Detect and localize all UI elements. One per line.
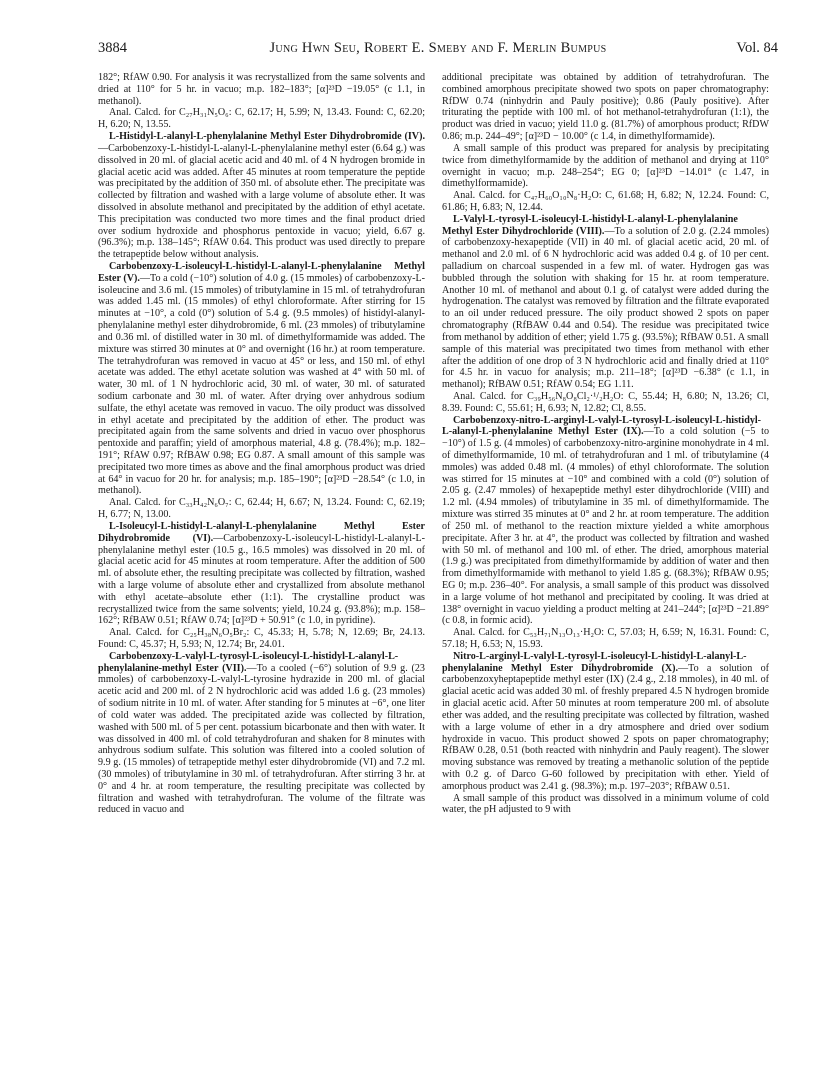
running-header bbox=[98, 40, 778, 62]
paragraph bbox=[442, 143, 769, 190]
compound-heading: Carbobenzoxy-nitro-L-arginyl-L-valyl-L-tyrosyl-L-isoleucyl-L-histidyl-L-alanyl-L-phenylalanine Methyl Ester (IX). bbox=[442, 414, 762, 438]
paragraph-text: A small sample of this product was prepared for analysis by precipitating twice from dimethylformamide by the addition of methanol and drying at 110° overnight in vacuo; m.p. 248–254°; EG 0; [α]²³D −14.01° (c 1.47, in dimethylformamide). bbox=[442, 142, 769, 190]
paragraph-text: A small sample of this product was dissolved in a minimum volume of cold water, the pH adjusted to 9 with bbox=[442, 792, 769, 816]
paragraph bbox=[98, 72, 425, 107]
paragraph-text: Anal. Calcd. for C₂₅H₃₈N₆O₅Br₂: C, 45.33; H, 5.78; N, 12.69; Br, 24.13. Found: C, 45.37; H, 5.93; N, 12.74; Br, 24.01. bbox=[98, 627, 425, 650]
paragraph bbox=[442, 214, 769, 391]
compound-heading: Carbobenzoxy-L-valyl-L-tyrosyl-L-isoleucyl-L-histidyl-L-alanyl-L-phenylalanine-methyl Ester (VII). bbox=[98, 650, 399, 674]
compound-heading: L-Isoleucyl-L-histidyl-L-alanyl-L-phenylalanine Methyl Ester Dihydrobromide (VI). bbox=[98, 520, 425, 544]
paragraph-text: —To a cold solution (−5 to −10°) of 1.5 g. (4 mmoles) of carbobenzoxy-nitro-arginine monohydrate in 4 ml. of dimethylformamide, 10 ml. of tetrahydrofuran and 1 ml. of tributylamine (4 mmoles) was added 0.48 ml. (4 mmoles) of ethyl chloroformate. The solution was stirred for 15 minutes at −10° and combined with a cold (0°) solution of 2.05 g. (2.47 mmoles) of hexapeptide methyl ester dihydrochloride (VIII) and 1.2 ml. (4.94 mmoles) of tributylamine in 35 ml. of dimethylformamide. The mixture was stirred 35 minutes at 0° and 2 hr. at room temperature. The addition of 250 ml. of methanol to the reaction mixture yielded a white amorphous precipitate. After 3 hr. at 4°, the product was collected by filtration and washed with 50 ml. of methanol and 100 ml. of ether. The dried, amorphous material (1.9 g.) was precipitated from dimethylformamide by addition of water and then from dimethylformamide with methanol to yield 1.85 g. (68.3%); RfBAW 0.95; EG 0; m.p. 236–40°. For analysis, a small sample of this product was dissolved in a large volume of hot methanol and precipitated by cooling. It was dried at 138° overnight in vacuo yielding a product melting at 241–244°; [α]²³D −21.89° (c 0.8, in formic acid). bbox=[442, 426, 769, 627]
left-column bbox=[98, 72, 425, 816]
compound-heading: L-Histidyl-L-alanyl-L-phenylalanine Methyl Ester Dihydrobromide (IV). bbox=[109, 131, 425, 143]
paragraph-text: Anal. Calcd. for C₅₃H₇₁N₁₃O₁₃·H₂O: C, 57.03; H, 6.59; N, 16.31. Found: C, 57.18; H, 6.53; N, 15.93. bbox=[442, 627, 769, 650]
paragraph bbox=[98, 107, 425, 131]
paragraph-text: —To a cold (−10°) solution of 4.0 g. (15 mmoles) of carbobenzoxy-L-isoleucine and 3.6 ml. (15 mmoles) of tributylamine in 15 ml. of tetrahydrofuran was added 1.45 ml. (15 mmoles) of ethyl chloroformate. After stirring for 15 minutes at −10°, a cold (0°) solution of 5.4 g. (9.5 mmoles) of histidyl-alanyl-phenylalanine methyl ester dihydrobromide, 6 ml. (23 mmoles) of tributylamine and 0.36 ml. of distilled water in 30 ml. of dimethylformamide was added. The mixture was stirred 30 minutes at 0° and overnight (16 hr.) at room temperature. The tetrahydrofuran was removed in vacuo at 45° or less, and 150 ml. of ethyl acetate was added. The ethyl acetate solution was washed at 4° with 50 ml. of water, 30 ml. of 1 N hydrochloric acid, 30 ml. of water, 30 ml. of saturated sodium carbonate and 30 ml. of water. After drying over anhydrous sodium sulfate, the ethyl acetate was removed in vacuo. The oily product was dissolved in ethyl acetate and precipitated by the addition of ether. The product was precipitated again from the same solvents and dried in vacuo over phosphorus pentoxide and paraffin; yield of amorphous material, 4.8 g. (78.4%); m.p. 182–191°; RfAW 0.97; RfBAW 0.98; EG 0.87. A small amount of this sample was precipitated two more times as above and the final amorphous product was dried at 64° in vacuo for 20 hr. for analysis; m.p. 185–190°; [α]²³D −28.54° (c 1.0, in methanol). bbox=[98, 272, 425, 497]
volume-label: Vol. 84 bbox=[736, 40, 778, 56]
paragraph bbox=[442, 190, 769, 214]
paragraph-text: 182°; RfAW 0.90. For analysis it was recrystallized from the same solvents and dried at 110° for 5 hr. in vacuo; m.p. 182–183°; [α]²³D −19.05° (c 1.1, in methanol). bbox=[98, 72, 425, 107]
paragraph-text: —To a cooled (−6°) solution of 9.9 g. (23 mmoles) of carbobenzoxy-L-valyl-L-tyrosine hydrazide in 200 ml. of glacial acetic acid and 200 ml. of 2 N hydrochloric acid was added 1.6 g. (23 mmoles) of sodium nitrite in 10 ml. of water. After standing for 5 minutes at −6°, one liter of cold water was added. The precipitated azide was collected by filtration, washed with 500 ml. of 5 per cent. potassium bicarbonate and then with water. It was dissolved in 400 ml. of cold tetrahydrofuran and shaken for 8 minutes with anhydrous sodium sulfate. This solution was filtered into a cooled solution of 9.9 g. (15 mmoles) of tetrapeptide methyl ester dihydrobromide (VI) and 7.2 ml. (30 mmoles) of tributylamine in 30 ml. of tetrahydrofuran. After stirring 3 hr. at 0° and 4 hr. at room temperature, the resulting precipitate was collected by filtration and washed with tetrahydrofuran. The volume of the filtrate was reduced in vacuo and bbox=[98, 662, 425, 816]
paragraph-text: Anal. Calcd. for C₃₉H₅₆N₈O₈Cl₂·¹/₂H₂O: C, 55.44; H, 6.80; N, 13.26; Cl, 8.39. Found: C, 55.61; H, 6.93; N, 12.82; Cl, 8.55. bbox=[442, 390, 769, 414]
paragraph-text: —Carbobenzoxy-L-histidyl-L-alanyl-L-phenylalanine methyl ester (6.64 g.) was dissolved in 20 ml. of glacial acetic acid and 40 ml. of 4 N hydrogen bromide in glacial acetic acid was added. After 45 minutes at room temperature the peptide was precipitated by the addition of 350 ml. of absolute ether. The precipitate was collected by filtration and washed with a large volume of absolute ether. It was dissolved in absolute methanol and precipitated by the addition of ethyl acetate. This precipitation was conducted two more times and the final product dried over sodium hydroxide and phosphorus pentoxide in vacuo; yield, 6.67 g. (96.3%); m.p. 138–145°; RfAW 0.64. This product was used directly to prepare the tetrapeptide below without analysis. bbox=[98, 142, 425, 261]
right-column bbox=[442, 72, 769, 816]
paragraph bbox=[98, 521, 425, 627]
paragraph-text: —To a solution of carbobenzoxyheptapeptide methyl ester (IX) (2.4 g., 2.18 mmoles), in 40 ml. of glacial acetic acid was added 30 ml. of freshly prepared 4.5 N hydrogen bromide in glacial acetic acid. After 50 minutes at room temperature 200 ml. of absolute ether was added, and the resulting precipitate was collected by filtration, washed with a large volume of ether in a dry atmosphere and dried over sodium hydroxide in vacuo. This product showed 2 spots on paper chromatography; RfBAW 0.28, 0.51 (both reacted with ninhydrin and Pauly reagent). The slower moving substance was removed by treating a methanolic solution of the peptide with 0.2 g. of Darco G-60 followed by precipitation with ether. Yield of amorphous product was 2.41 g. (98.3%); m.p. 197–203°; RfBAW 0.51. bbox=[442, 662, 769, 792]
paragraph bbox=[98, 651, 425, 816]
compound-heading: Carbobenzoxy-L-isoleucyl-L-histidyl-L-alanyl-L-phenylalanine Methyl Ester (V). bbox=[98, 261, 425, 284]
paragraph bbox=[442, 72, 769, 143]
paragraph-text: —Carbobenzoxy-L-isoleucyl-L-histidyl-L-alanyl-L-phenylalanine methyl ester (10.5 g., 16.5 mmoles) was dissolved in 20 ml. of glacial acetic acid for 45 minutes at room temperature. After the addition of 500 ml. of absolute ether, the resulting precipitate was collected by filtration, washed with a large volume of absolute ether and crystallized from absolute methanol with ethyl acetate–absolute ether (1:1). The crystalline product was recrystallized twice from the same solvents; yield, 10.24 g. (93.8%); m.p. 158–162°; RfBAW 0.51; RfAW 0.74; [α]²³D + 50.91° (c 1.0, in pyridine). bbox=[98, 532, 425, 627]
paragraph-text: Anal. Calcd. for C₃₃H₄₂N₆O₇: C, 62.44; H, 6.67; N, 13.24. Found: C, 62.19; H, 6.77; N, 13.00. bbox=[98, 497, 425, 521]
running-head-authors: Jung Hwn Seu, Robert E. Smeby and F. Merlin Bumpus bbox=[269, 40, 607, 56]
page-number: 3884 bbox=[98, 40, 127, 56]
paragraph bbox=[442, 627, 769, 651]
compound-heading: Nitro-L-arginyl-L-valyl-L-tyrosyl-L-isoleucyl-L-histidyl-L-alanyl-L-phenylalanine Methyl Ester Dihydrobromide (X). bbox=[442, 650, 747, 674]
compound-heading: L-Valyl-L-tyrosyl-L-isoleucyl-L-histidyl-L-alanyl-L-phenylalanine Methyl Ester Dihydrochloride (VIII). bbox=[442, 213, 738, 237]
paragraph bbox=[442, 391, 769, 415]
paragraph bbox=[442, 651, 769, 793]
paragraph bbox=[442, 793, 769, 817]
paragraph bbox=[98, 497, 425, 521]
paragraph bbox=[98, 261, 425, 497]
paragraph bbox=[98, 627, 425, 651]
paragraph bbox=[442, 415, 769, 628]
paragraph-text: Anal. Calcd. for C₄₇H₆₀O₁₀N₈·H₂O: C, 61.68; H, 6.82; N, 12.24. Found: C, 61.86; H, 6.83; N, 12.44. bbox=[442, 190, 769, 213]
paragraph bbox=[98, 131, 425, 261]
paragraph-text: —To a solution of 2.0 g. (2.24 mmoles) of carbobenzoxy-hexapeptide (VII) in 40 ml. of glacial acetic acid, 20 ml. of methanol and 2.0 ml. of 6 N hydrochloric acid was added 0.4 g. of 10 per cent. palladium on charcoal suspended in a few ml. of water. Hydrogen gas was bubbled through the solution with shaking for 15 hr. at room temperature. Another 10 ml. of methanol and about 0.1 g. of catalyst were added during the hydrogenation. The catalyst was removed by filtration and the filtrate evaporated to an oil under reduced pressure. The oily product showed 2 spots on paper chromatography (RfBAW 0.44 and 0.54). The residue was precipitated twice from methanol by addition of ether; yield 1.75 g. (93.5%); RfBAW 0.51. A small sample of this material was precipitated two times from methanol with ether after the addition of one drop of 3 N hydrochloric acid and finally dried at 110° for 4.5 hr. in vacuo for analysis; m.p. 211–18°; [α]²³D −6.38° (c 1.1, in methanol); RfBAW 0.51; RfAW 0.54; EG 1.11. bbox=[442, 225, 770, 391]
paragraph-text: additional precipitate was obtained by addition of tetrahydrofuran. The combined amorphous precipitate showed two spots on paper chromatography: RfDW 0.74 (ninhydrin and Pauly positive); 0.86 (Pauly positive). After triturating the peptide with 100 ml. of hot methanol-tetrahydrofuran (1:1), the product was dried in vacuo; yield 11.0 g. (81.7%) of amorphous product; RfDW 0.86; m.p. 244–49°; [α]²³D − 10.00° (c 1.4, in dimethylformamide). bbox=[442, 72, 769, 143]
paragraph-text: Anal. Calcd. for C₂₇H₃₁N₅O₆: C, 62.17; H, 5.99; N, 13.43. Found: C, 62.20; H, 6.20; N, 13.55. bbox=[98, 107, 425, 131]
